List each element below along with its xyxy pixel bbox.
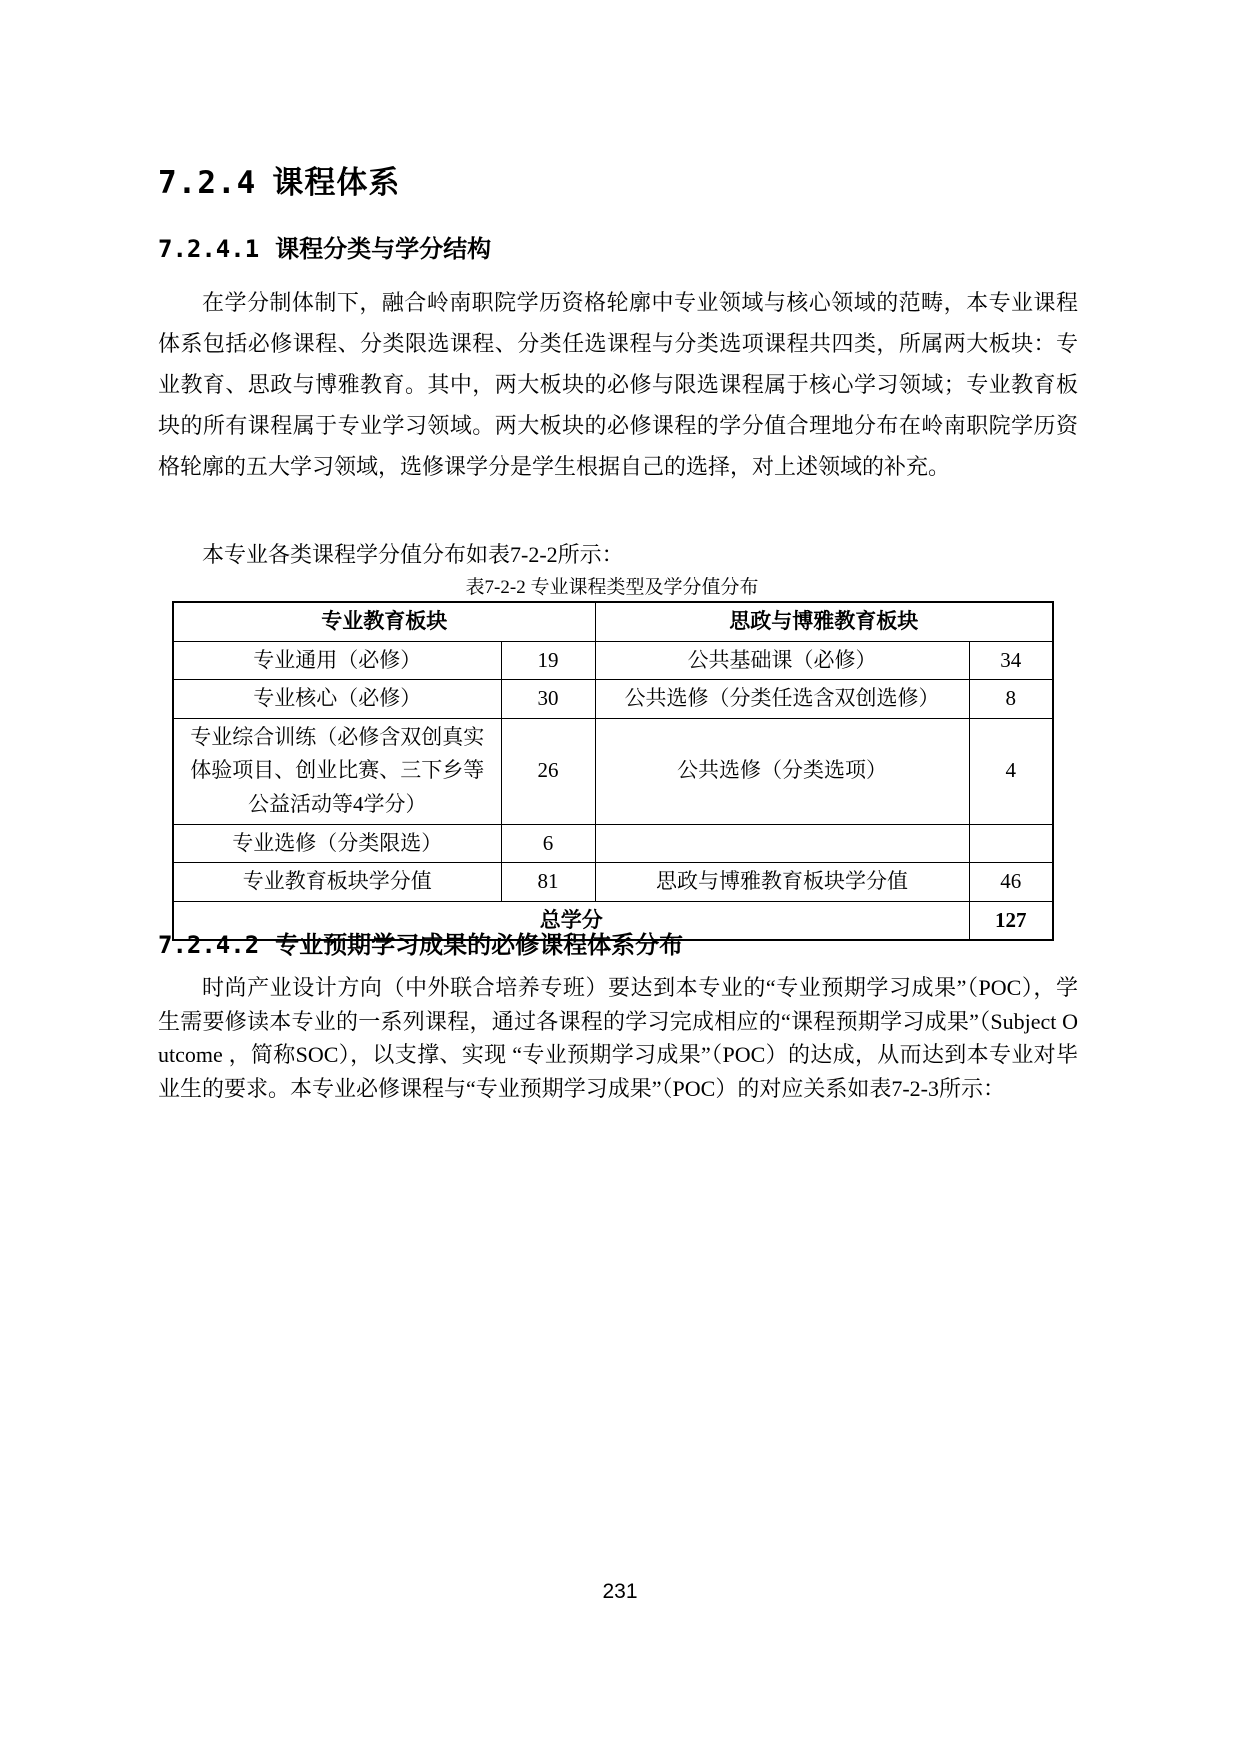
cell-right-label xyxy=(595,824,969,863)
table-header-row xyxy=(173,602,1053,641)
page-number: 231 xyxy=(602,1580,638,1603)
credit-distribution-table xyxy=(172,601,1054,941)
table-row xyxy=(173,718,1053,824)
table-row xyxy=(173,641,1053,680)
cell-right-value: 8 xyxy=(969,680,1053,719)
total-credits-value: 127 xyxy=(969,901,1053,940)
paragraph-poc-distribution: 时尚产业设计方向（中外联合培养专班）要达到本专业的“专业预期学习成果”（POC），学生需要修读本专业的一系列课程，通过各课程的学习完成相应的“课程预期学习成果”（Subject Outcome ，简称SOC），以支撑、实现 “专业预期学习成果”（POC）的达成，从而达到本专业对毕业生的要求。本专业必修课程与“专业预期学习成果”（POC）的对应关系如表7-2-3所示： xyxy=(158,975,1078,1101)
total-credits-label: 总学分 xyxy=(173,901,969,940)
subsection-1-heading xyxy=(158,229,491,264)
subsection-2-heading xyxy=(158,925,683,960)
section-number: 7.2.4 xyxy=(158,165,257,201)
cell-left-value: 30 xyxy=(501,680,595,719)
cell-right-label: 公共选修（分类任选含双创选修） xyxy=(595,680,969,719)
cell-left-label: 专业教育板块学分值 xyxy=(173,863,501,902)
subsection-2-number: 7.2.4.2 xyxy=(158,931,260,959)
subsection-1-title: 课程分类与学分结构 xyxy=(275,236,492,263)
table-row xyxy=(173,824,1053,863)
cell-right-value: 34 xyxy=(969,641,1053,680)
table-intro-line: 本专业各类课程学分值分布如表7-2-2所示： xyxy=(202,542,624,567)
subsection-2-title: 专业预期学习成果的必修课程体系分布 xyxy=(275,932,684,959)
cell-left-label: 专业核心（必修） xyxy=(173,680,501,719)
paragraph-credit-structure: 在学分制体制下，融合岭南职院学历资格轮廓中专业领域与核心领域的范畴，本专业课程体系包括必修课程、分类限选课程、分类任选课程与分类选项课程共四类，所属两大板块：专业教育、思政与博雅教育。其中，两大板块的必修与限选课程属于核心学习领域；专业教育板块的所有课程属于专业学习领域。两大板块的必修课程的学分值合理地分布在岭南职院学历资格轮廓的五大学习领域，选修课学分是学生根据自己的选择，对上述领域的补充。 xyxy=(158,290,1078,479)
table-row xyxy=(173,863,1053,902)
cell-right-value: 46 xyxy=(969,863,1053,902)
section-title: 课程体系 xyxy=(272,165,401,200)
cell-left-value: 6 xyxy=(501,824,595,863)
cell-right-label: 公共基础课（必修） xyxy=(595,641,969,680)
cell-left-value: 19 xyxy=(501,641,595,680)
cell-right-value: 4 xyxy=(969,718,1053,824)
cell-left-label: 专业综合训练（必修含双创真实体验项目、创业比赛、三下乡等公益活动等4学分） xyxy=(173,718,501,824)
cell-right-value xyxy=(969,824,1053,863)
header-ideology-liberal-block: 思政与博雅教育板块 xyxy=(595,602,1053,641)
cell-left-label: 专业选修（分类限选） xyxy=(173,824,501,863)
cell-right-label: 公共选修（分类选项） xyxy=(595,718,969,824)
cell-left-value: 26 xyxy=(501,718,595,824)
cell-left-label: 专业通用（必修） xyxy=(173,641,501,680)
header-professional-block: 专业教育板块 xyxy=(173,602,595,641)
table-row xyxy=(173,680,1053,719)
cell-left-value: 81 xyxy=(501,863,595,902)
section-heading xyxy=(158,157,400,202)
table-caption: 表7-2-2 专业课程类型及学分值分布 xyxy=(465,577,759,598)
subsection-1-number: 7.2.4.1 xyxy=(158,235,260,263)
cell-right-label: 思政与博雅教育板块学分值 xyxy=(595,863,969,902)
